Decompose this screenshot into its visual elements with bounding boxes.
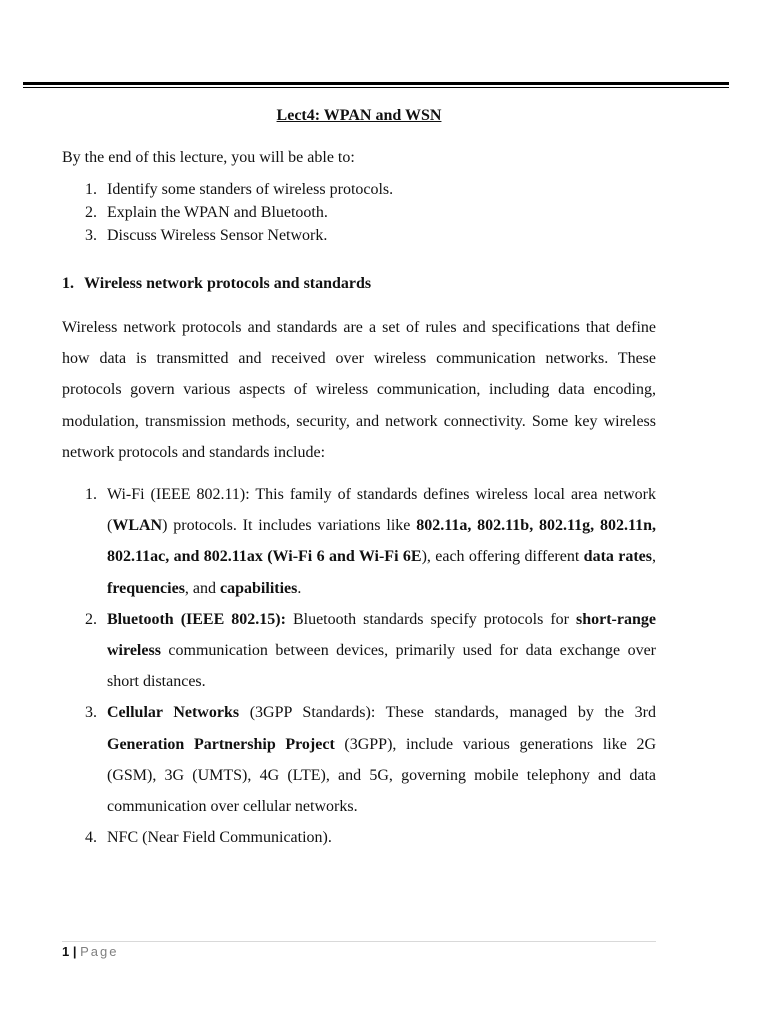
objective-number: 3. xyxy=(85,227,97,244)
section-number: 1. xyxy=(62,275,74,292)
intro-text: By the end of this lecture, you will be able to: xyxy=(62,149,355,166)
header-rule-thick xyxy=(23,82,729,85)
protocol-item-bluetooth xyxy=(62,604,656,698)
objective-item xyxy=(62,201,656,224)
protocol-text: ) protocols. It includes variations like xyxy=(162,517,417,535)
objective-number: 2. xyxy=(85,204,97,221)
footer-rule xyxy=(62,941,656,942)
section-title: Wireless network protocols and standards xyxy=(84,275,372,292)
protocol-number: 2. xyxy=(85,610,97,628)
footer-separator: | xyxy=(72,944,77,959)
document-body xyxy=(62,104,656,853)
protocol-text: ), each offering different xyxy=(421,548,584,566)
objectives-list xyxy=(62,178,656,247)
protocol-number: 4. xyxy=(85,829,97,847)
protocol-bold-text: WLAN xyxy=(112,517,163,535)
page-number: 1 xyxy=(62,944,70,959)
protocol-item-wifi xyxy=(62,479,656,604)
protocol-text: Bluetooth standards specify protocols for xyxy=(285,610,576,628)
protocol-text: Wi-Fi (IEEE 802.11): This family of standards defines wireless local area network ( xyxy=(107,486,656,535)
protocol-text: . xyxy=(297,579,302,597)
protocol-number: 1. xyxy=(85,486,97,504)
protocol-item-cellular xyxy=(62,697,656,822)
page-footer xyxy=(62,943,119,961)
objective-item xyxy=(62,178,656,201)
protocol-item-nfc xyxy=(62,822,656,853)
protocol-text: , xyxy=(652,548,657,566)
protocol-bold-text: 802.11a, 802.11b, 802.11g, 802.11n, 802.11ac, and 802.11ax (Wi-Fi 6 and Wi-Fi 6E xyxy=(107,517,657,566)
objective-text: Discuss Wireless Sensor Network. xyxy=(107,227,328,244)
header-rule-thin xyxy=(23,87,729,88)
protocol-bold-text: short-range wireless xyxy=(107,610,656,660)
protocol-text: , and xyxy=(184,579,221,597)
protocol-text: (3GPP), include various generations like 2G (GSM), 3G (UMTS), 4G (LTE), and 5G, governing mobile telephony and data communication over cellular networks. xyxy=(107,735,656,816)
page-label: Page xyxy=(80,944,119,959)
protocols-list xyxy=(62,479,656,853)
protocol-text: (3GPP Standards): These standards, managed by the 3rd xyxy=(239,704,656,722)
objective-text: Identify some standers of wireless protocols. xyxy=(107,181,394,198)
protocol-bold-text: frequencies xyxy=(107,579,185,597)
section-paragraph: Wireless network protocols and standards are a set of rules and specifications that define how data is transmitted and received over wireless communication networks. These protocols govern various aspects of wireless communication, including data encoding, modulation, transmission methods, security, and network connectivity. Some key wireless network protocols and standards include: xyxy=(62,319,656,461)
objective-number: 1. xyxy=(85,181,97,198)
section-heading xyxy=(62,272,656,296)
protocol-bold-text: Cellular Networks xyxy=(107,704,240,722)
protocol-text: NFC (Near Field Communication). xyxy=(107,829,332,847)
protocol-bold-text: data rates xyxy=(583,548,653,566)
protocol-text: communication between devices, primarily used for data exchange over short distances. xyxy=(107,642,656,691)
protocol-number: 3. xyxy=(85,704,97,722)
protocol-bold-text: Bluetooth (IEEE 802.15): xyxy=(107,610,286,628)
protocol-bold-text: Generation Partnership Project xyxy=(107,735,335,753)
objective-text: Explain the WPAN and Bluetooth. xyxy=(107,204,328,221)
header-double-rule xyxy=(23,82,729,89)
lecture-title: Lect4: WPAN and WSN xyxy=(276,107,442,124)
objective-item xyxy=(62,224,656,247)
protocol-bold-text: capabilities xyxy=(220,579,298,597)
